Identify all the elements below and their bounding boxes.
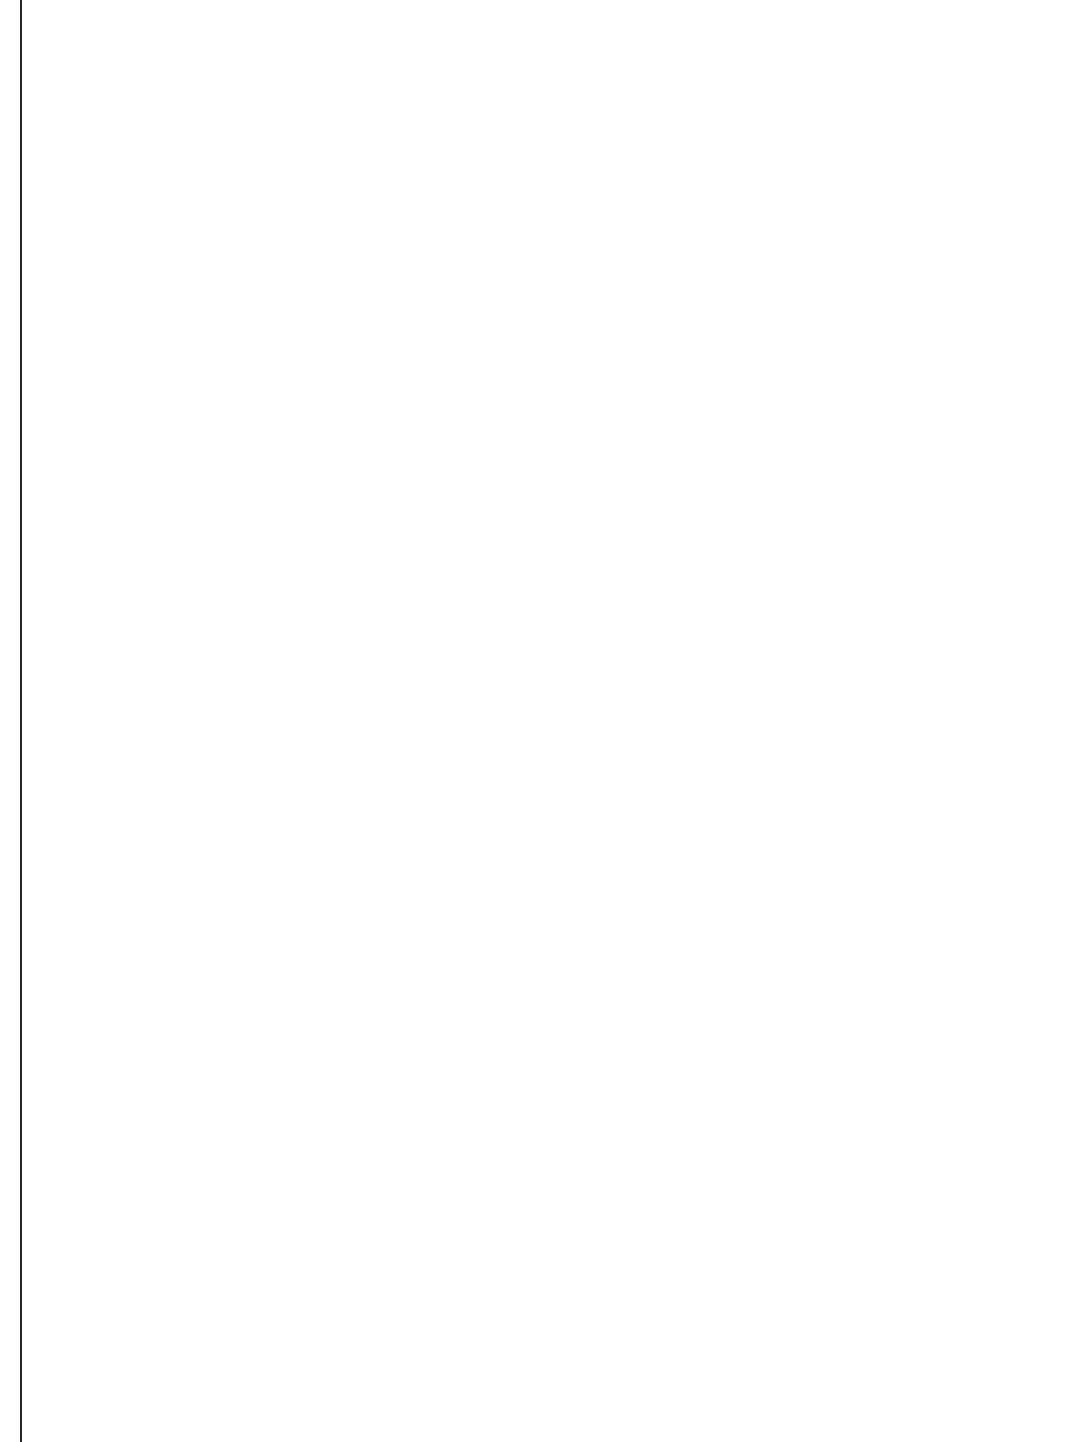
table-left-border — [20, 0, 22, 1442]
